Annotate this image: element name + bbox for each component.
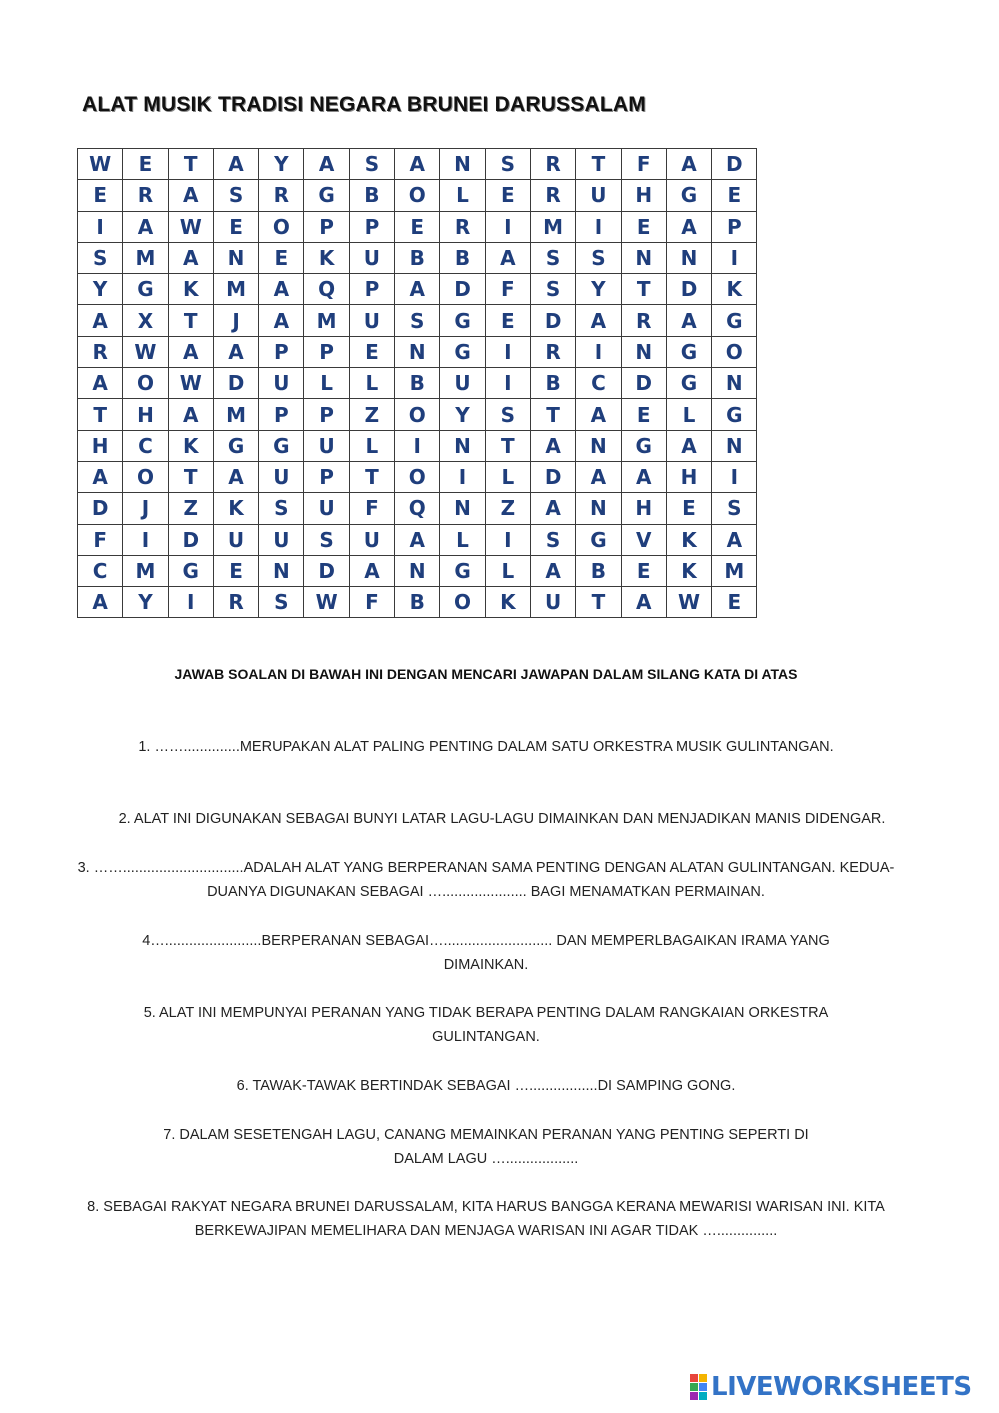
grid-cell[interactable]: G — [576, 524, 621, 555]
grid-cell[interactable]: Z — [168, 493, 213, 524]
grid-cell[interactable]: A — [530, 493, 575, 524]
grid-cell[interactable]: N — [712, 430, 757, 461]
grid-row — [78, 368, 757, 399]
grid-cell[interactable]: D — [440, 274, 485, 305]
grid-cell[interactable]: U — [530, 587, 575, 618]
grid-cell[interactable]: F — [349, 493, 394, 524]
grid-cell[interactable]: N — [712, 368, 757, 399]
grid-cell[interactable]: K — [213, 493, 258, 524]
grid-cell[interactable]: S — [712, 493, 757, 524]
grid-cell[interactable]: S — [395, 305, 440, 336]
grid-cell[interactable]: F — [621, 149, 666, 180]
grid-cell[interactable]: G — [304, 180, 349, 211]
grid-cell[interactable]: G — [666, 368, 711, 399]
grid-cell[interactable]: P — [304, 461, 349, 492]
grid-row — [78, 211, 757, 242]
grid-cell[interactable]: F — [78, 524, 123, 555]
grid-cell[interactable]: I — [712, 461, 757, 492]
question-8 — [0, 1195, 972, 1243]
grid-row — [78, 493, 757, 524]
grid-cell[interactable]: U — [259, 524, 304, 555]
grid-cell[interactable]: U — [259, 368, 304, 399]
grid-cell[interactable]: A — [168, 399, 213, 430]
grid-cell[interactable]: A — [712, 524, 757, 555]
grid-row — [78, 587, 757, 618]
question-line: GULINTANGAN. — [432, 1029, 540, 1045]
question-line: 3. ……..............................ADALAH ALAT YANG BERPERANAN SAMA PENTING DENGAN ALATAN GULINTANGAN. KEDUA- — [77, 860, 895, 876]
question-line: 8. SEBAGAI RAKYAT NEGARA BRUNEI DARUSSALAM, KITA HARUS BANGGA KERANA MEWARISI WARISAN INI. KITA — [87, 1199, 885, 1215]
grid-cell[interactable]: R — [530, 149, 575, 180]
grid-cell[interactable]: N — [440, 149, 485, 180]
grid-cell[interactable]: N — [576, 430, 621, 461]
grid-cell[interactable]: R — [530, 336, 575, 367]
grid-cell[interactable]: I — [485, 211, 530, 242]
grid-cell[interactable]: A — [666, 430, 711, 461]
grid-cell[interactable]: L — [485, 461, 530, 492]
grid-cell[interactable]: A — [621, 461, 666, 492]
grid-cell[interactable]: U — [259, 461, 304, 492]
grid-cell[interactable]: A — [123, 211, 168, 242]
grid-cell[interactable]: I — [78, 211, 123, 242]
grid-cell[interactable]: M — [530, 211, 575, 242]
grid-cell[interactable]: B — [576, 555, 621, 586]
liveworksheets-logo-icon — [690, 1374, 708, 1400]
question-6 — [0, 1074, 972, 1098]
grid-row — [78, 242, 757, 273]
grid-cell[interactable]: A — [213, 336, 258, 367]
grid-cell[interactable]: G — [666, 336, 711, 367]
grid-cell[interactable]: R — [530, 180, 575, 211]
grid-row — [78, 305, 757, 336]
grid-cell[interactable]: D — [213, 368, 258, 399]
grid-cell[interactable]: G — [440, 336, 485, 367]
grid-cell[interactable]: Y — [576, 274, 621, 305]
grid-cell[interactable]: L — [349, 430, 394, 461]
grid-cell[interactable]: O — [259, 211, 304, 242]
grid-cell[interactable]: T — [349, 461, 394, 492]
grid-cell[interactable]: W — [304, 587, 349, 618]
grid-cell[interactable]: D — [78, 493, 123, 524]
grid-cell[interactable]: I — [485, 368, 530, 399]
question-2 — [16, 807, 988, 831]
grid-cell[interactable]: Y — [440, 399, 485, 430]
grid-cell[interactable]: P — [349, 274, 394, 305]
grid-cell[interactable]: D — [530, 305, 575, 336]
grid-cell[interactable]: C — [78, 555, 123, 586]
grid-cell[interactable]: I — [576, 336, 621, 367]
grid-cell[interactable]: E — [712, 587, 757, 618]
grid-cell[interactable]: G — [712, 305, 757, 336]
grid-cell[interactable]: D — [621, 368, 666, 399]
grid-cell[interactable]: H — [621, 493, 666, 524]
question-line: 1. ……..............MERUPAKAN ALAT PALING PENTING DALAM SATU ORKESTRA MUSIK GULINTANGAN. — [138, 739, 834, 755]
grid-cell[interactable]: L — [485, 555, 530, 586]
grid-row — [78, 461, 757, 492]
grid-cell[interactable]: G — [213, 430, 258, 461]
grid-cell[interactable]: P — [304, 336, 349, 367]
grid-cell[interactable]: R — [259, 180, 304, 211]
grid-cell[interactable]: A — [666, 305, 711, 336]
grid-cell[interactable]: I — [395, 430, 440, 461]
grid-cell[interactable]: E — [395, 211, 440, 242]
grid-cell[interactable]: R — [78, 336, 123, 367]
grid-cell[interactable]: A — [78, 305, 123, 336]
question-line: DUANYA DIGUNAKAN SEBAGAI …..................... BAGI MENAMATKAN PERMAINAN. — [207, 884, 765, 900]
grid-cell[interactable]: A — [304, 149, 349, 180]
grid-cell[interactable]: A — [530, 430, 575, 461]
grid-cell[interactable]: S — [485, 149, 530, 180]
grid-cell[interactable]: P — [304, 211, 349, 242]
grid-cell[interactable]: A — [78, 368, 123, 399]
grid-cell[interactable]: W — [168, 211, 213, 242]
grid-cell[interactable]: S — [259, 587, 304, 618]
grid-cell[interactable]: U — [304, 493, 349, 524]
grid-cell[interactable]: W — [168, 368, 213, 399]
grid-cell[interactable]: E — [485, 305, 530, 336]
grid-cell[interactable]: I — [576, 211, 621, 242]
grid-cell[interactable]: N — [576, 493, 621, 524]
question-line: 7. DALAM SESETENGAH LAGU, CANANG MEMAINKAN PERANAN YANG PENTING SEPERTI DI — [163, 1127, 809, 1143]
grid-cell[interactable]: G — [259, 430, 304, 461]
grid-cell[interactable]: B — [530, 368, 575, 399]
grid-cell[interactable]: U — [349, 524, 394, 555]
grid-cell[interactable]: S — [530, 524, 575, 555]
grid-cell[interactable]: S — [530, 242, 575, 273]
grid-cell[interactable]: W — [666, 587, 711, 618]
question-line: 5. ALAT INI MEMPUNYAI PERANAN YANG TIDAK BERAPA PENTING DALAM RANGKAIAN ORKESTRA — [143, 1005, 829, 1021]
grid-cell[interactable]: S — [78, 242, 123, 273]
grid-cell[interactable]: B — [395, 587, 440, 618]
grid-cell[interactable]: K — [666, 524, 711, 555]
grid-cell[interactable]: A — [168, 336, 213, 367]
grid-cell[interactable]: Z — [349, 399, 394, 430]
grid-cell[interactable]: P — [304, 399, 349, 430]
grid-cell[interactable]: R — [440, 211, 485, 242]
grid-cell[interactable]: U — [576, 180, 621, 211]
grid-cell[interactable]: Y — [259, 149, 304, 180]
grid-cell[interactable]: T — [576, 587, 621, 618]
grid-cell[interactable]: H — [78, 430, 123, 461]
grid-cell[interactable]: T — [576, 149, 621, 180]
grid-cell[interactable]: E — [621, 399, 666, 430]
grid-cell[interactable]: A — [349, 555, 394, 586]
grid-cell[interactable]: A — [168, 180, 213, 211]
grid-cell[interactable]: N — [213, 242, 258, 273]
grid-cell[interactable]: U — [213, 524, 258, 555]
grid-row — [78, 149, 757, 180]
grid-cell[interactable]: A — [78, 461, 123, 492]
grid-cell[interactable]: E — [666, 493, 711, 524]
grid-cell[interactable]: U — [349, 305, 394, 336]
grid-cell[interactable]: L — [304, 368, 349, 399]
grid-cell[interactable]: S — [304, 524, 349, 555]
grid-row — [78, 274, 757, 305]
grid-row — [78, 524, 757, 555]
question-3 — [0, 856, 972, 904]
grid-cell[interactable]: D — [666, 274, 711, 305]
grid-cell[interactable]: S — [213, 180, 258, 211]
grid-cell[interactable]: O — [440, 587, 485, 618]
grid-cell[interactable]: I — [168, 587, 213, 618]
logo-text: LIVEWORKSHEETS — [711, 1372, 972, 1402]
grid-cell[interactable]: R — [123, 180, 168, 211]
grid-cell[interactable]: T — [168, 305, 213, 336]
grid-cell[interactable]: E — [349, 336, 394, 367]
grid-cell[interactable]: A — [576, 399, 621, 430]
grid-cell[interactable]: A — [395, 149, 440, 180]
grid-cell[interactable]: A — [395, 274, 440, 305]
question-line: 2. ALAT INI DIGUNAKAN SEBAGAI BUNYI LATAR LAGU-LAGU DIMAINKAN DAN MENJADIKAN MANIS DIDENGAR. — [118, 811, 886, 827]
grid-cell[interactable]: P — [259, 399, 304, 430]
grid-cell[interactable]: G — [440, 555, 485, 586]
grid-cell[interactable]: B — [395, 242, 440, 273]
grid-cell[interactable]: E — [123, 149, 168, 180]
grid-cell[interactable]: M — [213, 274, 258, 305]
grid-cell[interactable]: A — [576, 305, 621, 336]
grid-cell[interactable]: O — [395, 180, 440, 211]
grid-cell[interactable]: G — [712, 399, 757, 430]
grid-cell[interactable]: L — [440, 524, 485, 555]
grid-row — [78, 180, 757, 211]
grid-cell[interactable]: A — [168, 242, 213, 273]
grid-cell[interactable]: P — [259, 336, 304, 367]
grid-cell[interactable]: M — [712, 555, 757, 586]
grid-cell[interactable]: G — [123, 274, 168, 305]
grid-cell[interactable]: E — [213, 211, 258, 242]
grid-cell[interactable]: O — [123, 461, 168, 492]
grid-cell[interactable]: A — [78, 587, 123, 618]
grid-cell[interactable]: O — [395, 461, 440, 492]
grid-cell[interactable]: H — [621, 180, 666, 211]
grid-cell[interactable]: A — [213, 461, 258, 492]
grid-cell[interactable]: K — [168, 430, 213, 461]
grid-cell[interactable]: L — [440, 180, 485, 211]
question-line: DIMAINKAN. — [443, 957, 529, 973]
grid-cell[interactable]: S — [349, 149, 394, 180]
grid-cell[interactable]: A — [395, 524, 440, 555]
grid-row — [78, 555, 757, 586]
grid-cell[interactable]: C — [576, 368, 621, 399]
grid-cell[interactable]: F — [485, 274, 530, 305]
question-line: 6. TAWAK-TAWAK BERTINDAK SEBAGAI ….................DI SAMPING GONG. — [236, 1078, 736, 1094]
grid-cell[interactable]: K — [304, 242, 349, 273]
grid-cell[interactable]: T — [78, 399, 123, 430]
liveworksheets-logo[interactable] — [690, 1372, 972, 1402]
grid-cell[interactable]: Q — [395, 493, 440, 524]
grid-cell[interactable]: A — [530, 555, 575, 586]
grid-row — [78, 336, 757, 367]
grid-cell[interactable]: M — [123, 242, 168, 273]
question-line: DALAM LAGU ….................. — [393, 1151, 579, 1167]
grid-cell[interactable]: D — [712, 149, 757, 180]
grid-cell[interactable]: C — [123, 430, 168, 461]
grid-cell[interactable]: J — [213, 305, 258, 336]
grid-cell[interactable]: Z — [485, 493, 530, 524]
grid-cell[interactable]: B — [349, 180, 394, 211]
grid-cell[interactable]: W — [123, 336, 168, 367]
grid-cell[interactable]: S — [485, 399, 530, 430]
grid-cell[interactable]: S — [530, 274, 575, 305]
instruction-text: JAWAB SOALAN DI BAWAH INI DENGAN MENCARI JAWAPAN DALAM SILANG KATA DI ATAS — [174, 666, 798, 682]
grid-row — [78, 399, 757, 430]
grid-cell[interactable]: E — [621, 211, 666, 242]
grid-cell[interactable]: I — [123, 524, 168, 555]
grid-cell[interactable]: W — [78, 149, 123, 180]
grid-cell[interactable]: H — [123, 399, 168, 430]
grid-cell[interactable]: A — [621, 587, 666, 618]
grid-cell[interactable]: E — [259, 242, 304, 273]
grid-cell[interactable]: T — [168, 461, 213, 492]
grid-cell[interactable]: B — [440, 242, 485, 273]
grid-cell[interactable]: N — [259, 555, 304, 586]
grid-cell[interactable]: M — [123, 555, 168, 586]
grid-cell[interactable]: K — [712, 274, 757, 305]
grid-cell[interactable]: G — [440, 305, 485, 336]
grid-cell[interactable]: X — [123, 305, 168, 336]
question-4 — [0, 929, 972, 977]
grid-cell[interactable]: T — [485, 430, 530, 461]
grid-cell[interactable]: A — [259, 274, 304, 305]
grid-cell[interactable]: P — [349, 211, 394, 242]
grid-cell[interactable]: L — [666, 399, 711, 430]
question-line: 4…........................BERPERANAN SEBAGAI…........................... DAN MEMPERLBAGAIKAN IRAMA YANG — [142, 933, 830, 949]
grid-cell[interactable]: T — [530, 399, 575, 430]
grid-cell[interactable]: D — [168, 524, 213, 555]
question-5 — [0, 1001, 972, 1049]
grid-cell[interactable]: N — [621, 336, 666, 367]
grid-cell[interactable]: O — [712, 336, 757, 367]
question-line: BERKEWAJIPAN MEMELIHARA DAN MENJAGA WARISAN INI AGAR TIDAK …............... — [194, 1223, 778, 1239]
question-1 — [0, 735, 972, 759]
word-search-grid — [77, 148, 757, 618]
grid-cell[interactable]: Y — [123, 587, 168, 618]
grid-cell[interactable]: G — [621, 430, 666, 461]
grid-cell[interactable]: E — [712, 180, 757, 211]
grid-cell[interactable]: D — [530, 461, 575, 492]
grid-cell[interactable]: R — [621, 305, 666, 336]
grid-cell[interactable]: G — [168, 555, 213, 586]
grid-cell[interactable]: T — [168, 149, 213, 180]
grid-cell[interactable]: D — [304, 555, 349, 586]
grid-cell[interactable]: E — [78, 180, 123, 211]
grid-cell[interactable]: E — [621, 555, 666, 586]
grid-cell[interactable]: S — [576, 242, 621, 273]
grid-cell[interactable]: H — [666, 461, 711, 492]
grid-cell[interactable]: B — [395, 368, 440, 399]
grid-cell[interactable]: F — [349, 587, 394, 618]
grid-cell[interactable]: I — [485, 336, 530, 367]
grid-cell[interactable]: U — [349, 242, 394, 273]
grid-cell[interactable]: O — [395, 399, 440, 430]
grid-cell[interactable]: N — [440, 493, 485, 524]
grid-cell[interactable]: N — [395, 555, 440, 586]
grid-cell[interactable]: M — [304, 305, 349, 336]
grid-cell[interactable]: K — [168, 274, 213, 305]
grid-cell[interactable]: U — [440, 368, 485, 399]
grid-cell[interactable]: A — [576, 461, 621, 492]
grid-cell[interactable]: A — [666, 211, 711, 242]
grid-cell[interactable]: A — [485, 242, 530, 273]
grid-cell[interactable]: S — [259, 493, 304, 524]
grid-cell[interactable]: M — [213, 399, 258, 430]
grid-cell[interactable]: A — [259, 305, 304, 336]
grid-cell[interactable]: L — [349, 368, 394, 399]
grid-cell[interactable]: E — [485, 180, 530, 211]
grid-cell[interactable]: A — [666, 149, 711, 180]
grid-cell[interactable]: O — [123, 368, 168, 399]
grid-cell[interactable]: U — [304, 430, 349, 461]
grid-cell[interactable]: N — [395, 336, 440, 367]
grid-row — [78, 430, 757, 461]
grid-cell[interactable]: I — [485, 524, 530, 555]
grid-cell[interactable]: V — [621, 524, 666, 555]
grid-cell[interactable]: N — [666, 242, 711, 273]
grid-cell[interactable]: N — [621, 242, 666, 273]
grid-cell[interactable]: I — [712, 242, 757, 273]
grid-cell[interactable]: A — [213, 149, 258, 180]
grid-cell[interactable]: G — [666, 180, 711, 211]
grid-cell[interactable]: K — [485, 587, 530, 618]
grid-cell[interactable]: R — [213, 587, 258, 618]
worksheet-title: ALAT MUSIK TRADISI NEGARA BRUNEI DARUSSALAM — [82, 93, 646, 116]
grid-cell[interactable]: Q — [304, 274, 349, 305]
grid-cell[interactable]: E — [213, 555, 258, 586]
grid-cell[interactable]: N — [440, 430, 485, 461]
grid-cell[interactable]: Y — [78, 274, 123, 305]
grid-cell[interactable]: J — [123, 493, 168, 524]
question-7 — [0, 1123, 972, 1171]
grid-cell[interactable]: T — [621, 274, 666, 305]
grid-cell[interactable]: K — [666, 555, 711, 586]
grid-cell[interactable]: P — [712, 211, 757, 242]
grid-cell[interactable]: I — [440, 461, 485, 492]
